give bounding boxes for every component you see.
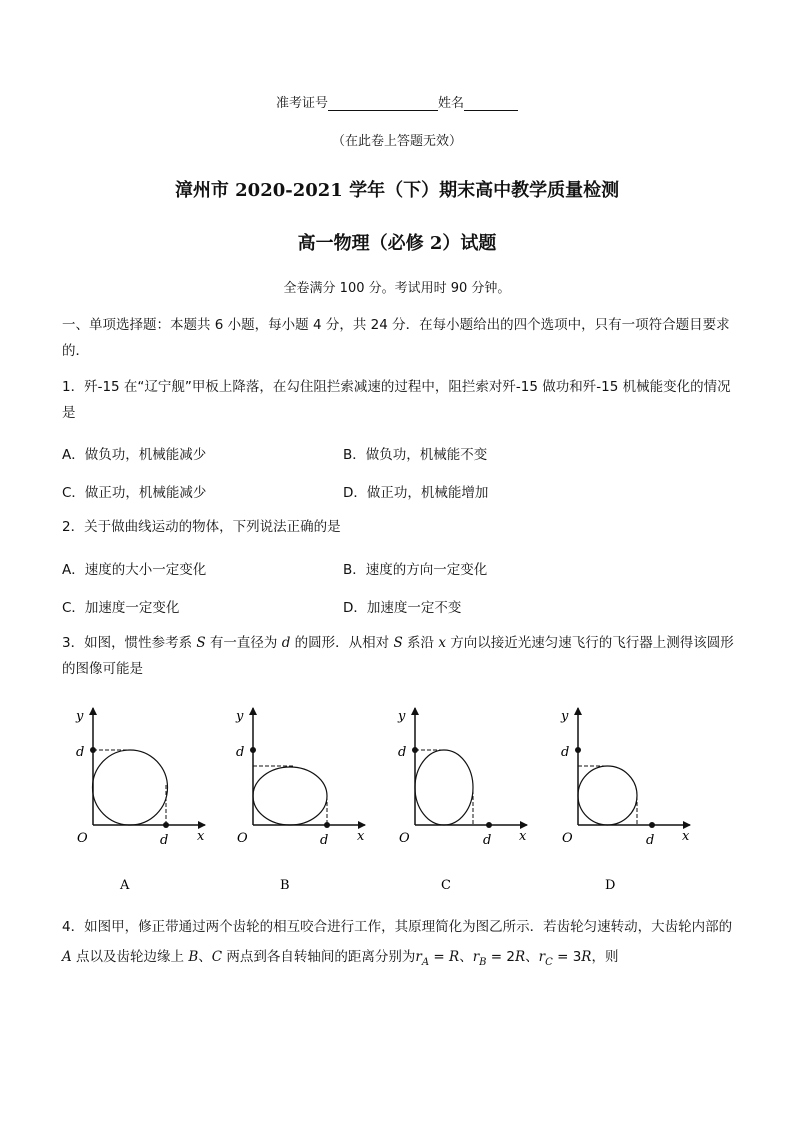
q4-text: 两点到各自转轴间的距离分别为 (222, 949, 416, 965)
axis-label-d: d (236, 745, 245, 760)
figure-caption-a: A (120, 878, 130, 893)
q2-option-a[interactable]: A．速度的大小一定变化 (62, 562, 207, 578)
q4-var-b: B (188, 949, 199, 965)
axis-label-d: d (160, 833, 169, 848)
q2-option-b[interactable]: B．速度的方向一定变化 (343, 562, 488, 578)
axis-label-y: y (561, 709, 569, 724)
axis-label-y: y (398, 709, 406, 724)
exam-subtitle: 高一物理（必修 2）试题 (297, 233, 497, 254)
question-3-stem (62, 630, 734, 682)
origin-label: O (399, 831, 410, 846)
section-instructions: 一、单项选择题：本题共 6 小题，每小题 4 分，共 24 分．在每小题给出的四个选项中，只有一项符合题目要求的． (62, 317, 730, 359)
axis-label-d: d (561, 745, 570, 760)
axis-label-x: x (357, 829, 365, 844)
name-blank (464, 96, 518, 111)
exam-title: 漳州市 2020-2021 学年（下）期末高中教学质量检测 (174, 180, 620, 201)
question-4-stem (62, 912, 734, 978)
q4-text: 、 (525, 949, 539, 965)
figure-a[interactable] (75, 708, 205, 893)
q1-option-d[interactable]: D．做正功，机械能增加 (343, 485, 489, 501)
axis-label-x: x (682, 829, 690, 844)
axis-label-d: d (646, 833, 655, 848)
q3-figures (60, 700, 740, 900)
q4-text: 、 (198, 949, 212, 965)
axis-label-x: x (519, 829, 527, 844)
figure-caption-d: D (605, 878, 616, 893)
exam-id-label: 准考证号 (275, 96, 328, 111)
q4-text: = 3 (552, 949, 582, 965)
question-1-stem: 1．歼-15 在“辽宁舰”甲板上降落，在勾住阻拦索减速的过程中，阻拦索对歼-15 做功和歼-15 机械能变化的情况是 (62, 379, 731, 421)
q4-var-c: C (211, 949, 223, 965)
name-label: 姓名 (438, 96, 465, 111)
q3-var-s: S (196, 635, 206, 651)
q3-text: 有一直径为 (205, 635, 282, 651)
q4-text: 、 (459, 949, 473, 965)
figure-b[interactable] (235, 708, 365, 893)
q3-var-d: d (281, 635, 291, 651)
axis-label-d: d (320, 833, 329, 848)
q4-var-r: r (538, 949, 546, 965)
axis-label-d: d (76, 745, 85, 760)
score-line: 全卷满分 100 分。考试用时 90 分钟。 (283, 281, 511, 296)
q2-option-d[interactable]: D．加速度一定不变 (343, 600, 462, 616)
q3-text: 系沿 (402, 635, 439, 651)
q4-var-r: R (449, 949, 460, 965)
axis-label-d: d (398, 745, 407, 760)
q4-text: 4．如图甲，修正带通过两个齿轮的相互咬合进行工作，其原理简化为图乙所示．若齿轮匀速转动，大齿轮内部的 (62, 919, 733, 935)
q4-text: = (429, 949, 450, 965)
origin-label: O (237, 831, 248, 846)
origin-label: O (562, 831, 573, 846)
figure-c[interactable] (397, 708, 527, 893)
q3-text: 3．如图，惯性参考系 (62, 635, 197, 651)
q3-text: 的圆形．从相对 (290, 635, 394, 651)
q4-sub-a: A (421, 956, 430, 968)
q4-var-r: r (415, 949, 422, 965)
q1-option-b[interactable]: B．做负功，机械能不变 (343, 447, 488, 463)
q4-sub-b: B (479, 956, 487, 968)
axis-label-d: d (483, 833, 492, 848)
axis-label-y: y (236, 709, 244, 724)
q4-sub-c: C (545, 956, 553, 968)
question-2-stem: 2．关于做曲线运动的物体，下列说法正确的是 (62, 519, 341, 535)
axis-label-x: x (197, 829, 205, 844)
exam-header-line (0, 92, 794, 111)
q4-var-r: R (515, 949, 526, 965)
q4-text: ，则 (591, 949, 619, 965)
q1-option-a[interactable]: A．做负功，机械能减少 (62, 447, 207, 463)
q2-option-c[interactable]: C．加速度一定变化 (62, 600, 180, 616)
exam-id-blank (328, 96, 438, 111)
q3-var-s: S (393, 635, 403, 651)
q1-option-c[interactable]: C．做正功，机械能减少 (62, 485, 207, 501)
answer-note: （在此卷上答题无效） (331, 134, 462, 149)
axis-label-y: y (76, 709, 84, 724)
q3-text: 方向以接近光速匀速飞行的飞行器上测得该圆形的图像可能是 (62, 635, 734, 677)
q3-var-x: x (438, 635, 446, 651)
q4-text: 点以及齿轮边缘上 (71, 949, 189, 965)
figure-d[interactable] (560, 708, 690, 893)
q4-var-r: r (472, 949, 480, 965)
q4-text: = 2 (486, 949, 515, 965)
figure-caption-c: C (441, 878, 451, 893)
origin-label: O (77, 831, 88, 846)
q4-var-a: A (62, 949, 72, 965)
q4-var-r: R (581, 949, 592, 965)
figure-caption-b: B (280, 878, 290, 893)
